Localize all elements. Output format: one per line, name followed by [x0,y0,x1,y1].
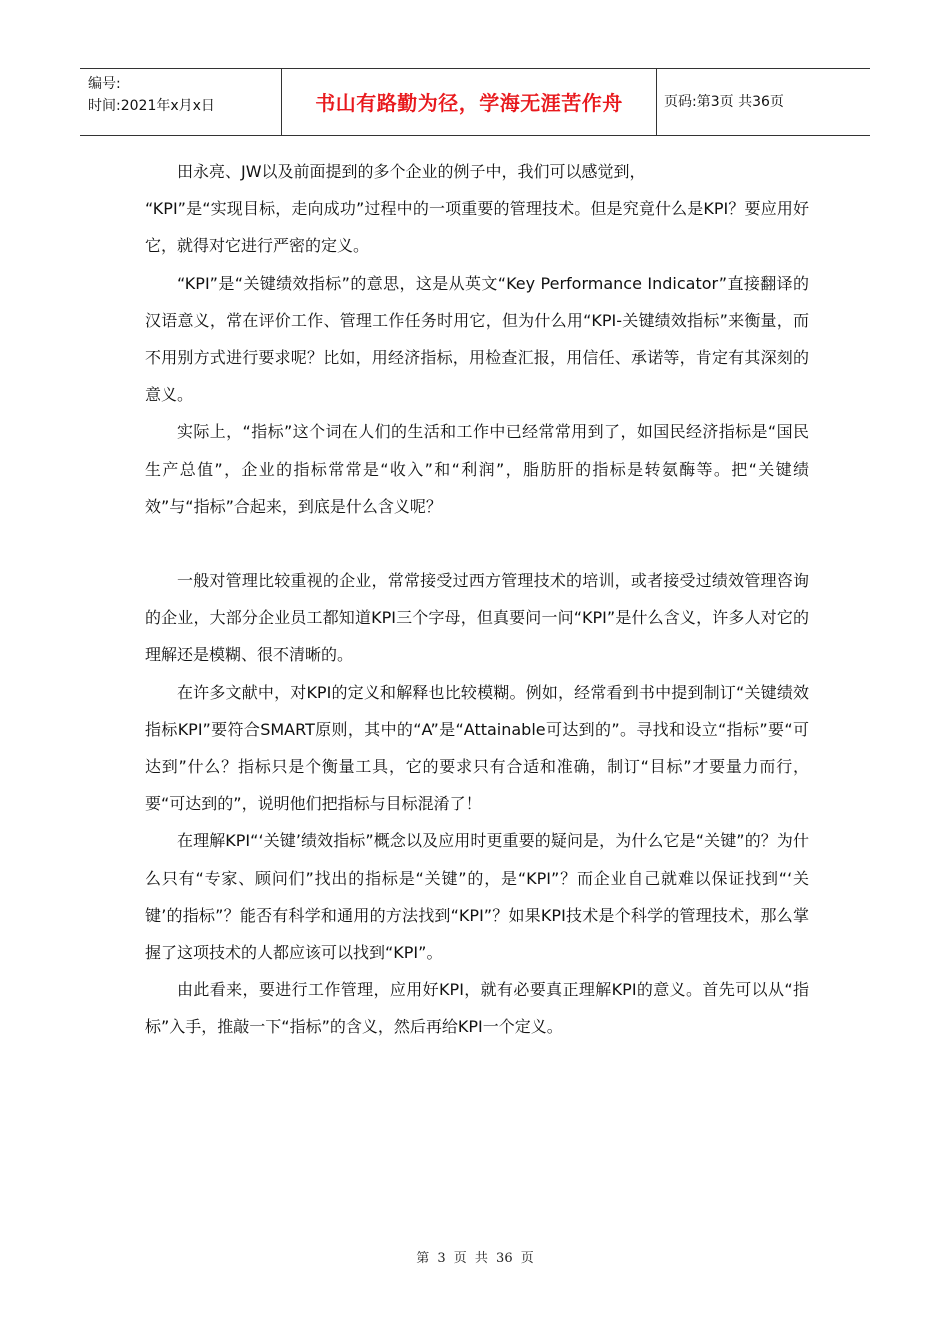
document-body [145,153,809,1046]
paragraph-gap [145,525,809,562]
body-paragraph-1: 田永亮、JW以及前面提到的多个企业的例子中，我们可以感觉到， [177,162,646,181]
header-meta [88,73,215,117]
header-page-indicator: 页码:第3页 共36页 [664,94,784,110]
page-header [80,68,870,136]
document-date-label: 时间:2021年x月x日 [88,98,215,114]
header-divider-right [656,69,657,136]
page-footer: 第 3 页 共 36 页 [416,1251,534,1266]
body-paragraph-4: 实际上，“指标”这个词在人们的生活和工作中已经常常用到了，如国民经济指标是“国民生产总值”，企业的指标常常是“收入”和“利润”，脂肪肝的指标是转氨酶等。把“关键绩效”与“指标”合起来，到底是什么含义呢？ [145,422,809,516]
body-paragraph-6: 在许多文献中，对KPI的定义和解释也比较模糊。例如，经常看到书中提到制订“关键绩效指标KPI”要符合SMART原则，其中的“A”是“Attainable可达到的”。寻找和设立“指标”要“可达到”什么？指标只是个衡量工具，它的要求只有合适和准确，制订“目标”才要量力而行，要“可达到的”，说明他们把指标与目标混淆了！ [145,682,809,814]
body-paragraph-2: “KPI”是“实现目标，走向成功”过程中的一项重要的管理技术。但是究竟什么是KPI？要应用好它，就得对它进行严密的定义。 [145,199,809,256]
document-number-label: 编号: [88,76,121,92]
body-paragraph-5: 一般对管理比较重视的企业，常常接受过西方管理技术的培训，或者接受过绩效管理咨询的企业，大部分企业员工都知道KPI三个字母，但真要问一问“KPI”是什么含义，许多人对它的理解还是模糊、很不清晰的。 [145,571,809,665]
header-motto: 书山有路勤为径，学海无涯苦作舟 [315,91,623,115]
body-paragraph-8: 由此看来，要进行工作管理，应用好KPI，就有必要真正理解KPI的意义。首先可以从“指标”入手，推敲一下“指标”的含义，然后再给KPI一个定义。 [145,980,809,1037]
body-paragraph-3: “KPI”是“关键绩效指标”的意思，这是从英文“Key Performance Indicator”直接翻译的汉语意义，常在评价工作、管理工作任务时用它，但为什么用“KPI-关键绩效指标”来衡量，而不用别方式进行要求呢？比如，用经济指标，用检查汇报，用信任、承诺等，肯定有其深刻的意义。 [145,273,809,405]
body-paragraph-7: 在理解KPI“‘关键’绩效指标”概念以及应用时更重要的疑问是，为什么它是“关键”的？为什么只有“专家、顾问们”找出的指标是“关键”的，是“KPI”？而企业自己就难以保证找到“‘关键’的指标”？能否有科学和通用的方法找到“KPI”？如果KPI技术是个科学的管理技术，那么掌握了这项技术的人都应该可以找到“KPI”。 [145,831,809,963]
